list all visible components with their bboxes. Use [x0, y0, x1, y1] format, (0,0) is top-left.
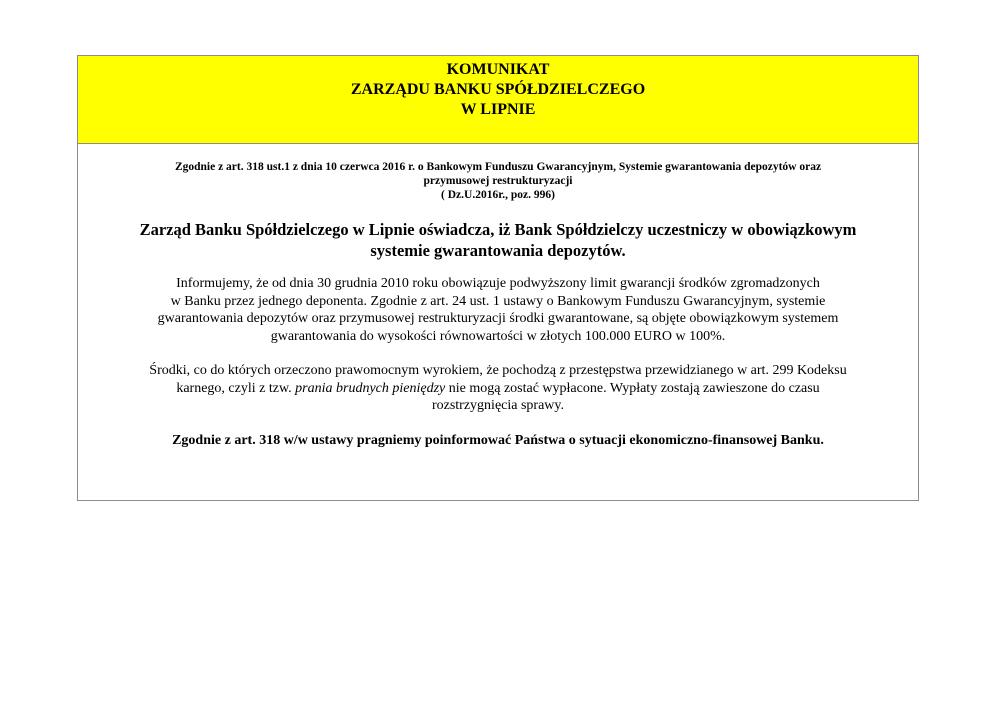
paragraph-text: karnego, czyli z tzw. [176, 380, 296, 396]
legal-reference [102, 160, 894, 202]
legal-reference-line: przymusowej restrukturyzacji [423, 175, 573, 187]
notice-box [77, 55, 919, 501]
italic-term: prania brudnych pieniędzy [295, 380, 446, 396]
paragraph-line: rozstrzygnięcia sprawy. [431, 398, 565, 413]
paragraph-line: gwarantowania depozytów oraz przymusowej restrukturyzacji środki gwarantowane, są objęte obowiązkowym systemem [157, 311, 839, 326]
statement-line: Zarząd Banku Spółdzielczego w Lipnie oświadcza, iż Bank Spółdzielczy uczestniczy w obowiązkowym [139, 220, 857, 239]
paragraph-text: nie mogą zostać wypłacone. Wypłaty zostają zawieszone do czasu [445, 380, 820, 396]
paragraph-line: w Banku przez jednego deponenta. Zgodnie z art. 24 ust. 1 ustawy o Bankowym Funduszu Gwarancyjnym, systemie [170, 293, 826, 309]
header-subtitle: ZARZĄDU BANKU SPÓŁDZIELCZEGO [350, 81, 646, 98]
statement-line: systemie gwarantowania depozytów. [370, 241, 626, 260]
paragraph-line: Środki, co do których orzeczono prawomocnym wyrokiem, że pochodzą z przestępstwa przewidzianego w art. 299 Kodeksu [149, 363, 847, 378]
paragraph-line [86, 380, 910, 398]
closing-statement: Zgodnie z art. 318 w/w ustawy pragniemy poinformować Państwa o sytuacji ekonomiczno-finansowej Banku. [172, 432, 824, 448]
board-statement [86, 219, 910, 261]
header-location: W LIPNIE [460, 101, 536, 118]
notice-header [78, 56, 918, 144]
paragraph-line: gwarantowania do wysokości równowartości w złotych 100.000 EURO w 100%. [270, 328, 726, 344]
header-title: KOMUNIKAT [446, 61, 550, 78]
notice-content [78, 144, 918, 450]
paragraph-line: Informujemy, że od dnia 30 grudnia 2010 roku obowiązuje podwyższony limit gwarancji środków zgromadzonych [176, 276, 820, 291]
guarantee-paragraph [86, 275, 910, 345]
legal-reference-line: Zgodnie z art. 318 ust.1 z dnia 10 czerwca 2016 r. o Bankowym Funduszu Gwarancyjnym, Systemie gwarantowania depozytów oraz [174, 161, 822, 173]
money-laundering-paragraph [86, 362, 910, 415]
legal-reference-line: ( Dz.U.2016r., poz. 996) [441, 189, 555, 201]
